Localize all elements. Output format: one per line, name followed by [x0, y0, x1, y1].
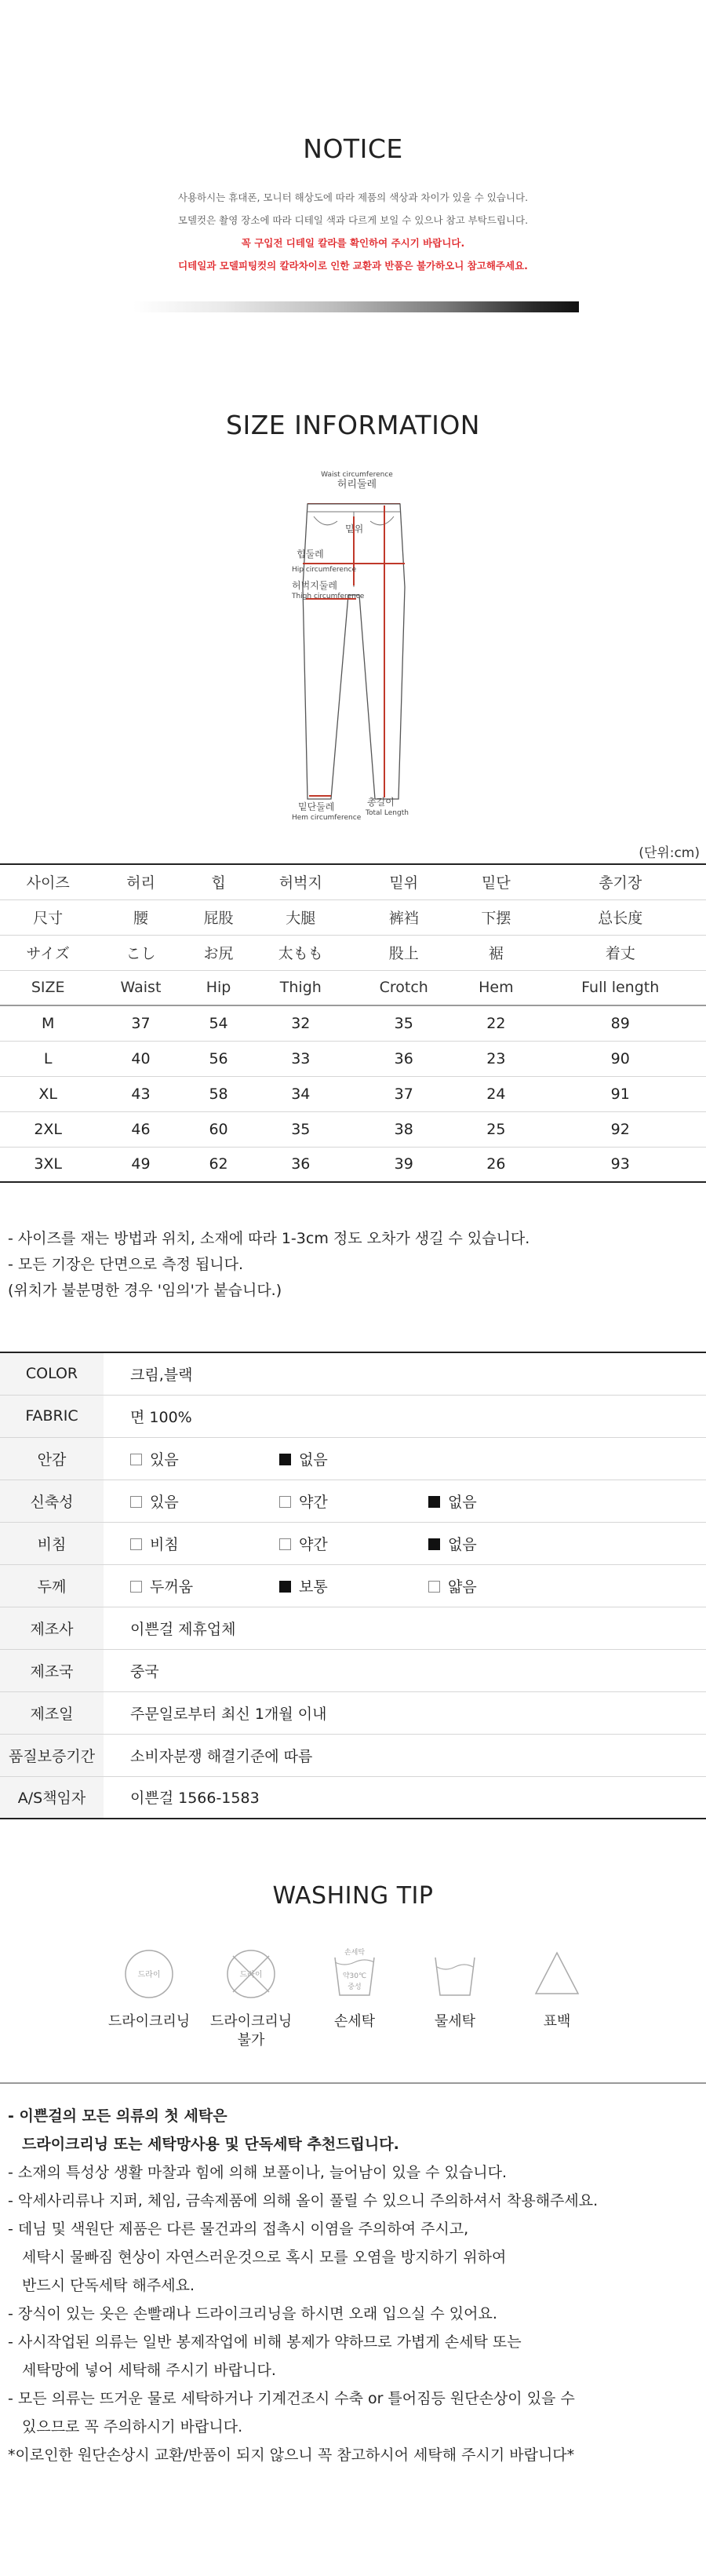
info-row-sheer [0, 1522, 706, 1564]
wash-label: 손세탁 [333, 2013, 376, 2030]
header-row-zh [0, 899, 706, 935]
wash-item-water-wash [408, 1947, 502, 2031]
unit-label: (단위:cm) [639, 845, 700, 861]
header-row-en [0, 970, 706, 1005]
table-cell: 25 [457, 1111, 534, 1147]
table-cell: 大腿 [251, 899, 350, 935]
hand-wash-icon [327, 1947, 382, 2001]
table-cell: サイズ [0, 935, 96, 970]
info-value: 이쁜걸 제휴업체 [104, 1607, 706, 1649]
table-cell: 91 [534, 1076, 706, 1111]
table-cell: 46 [96, 1111, 185, 1147]
info-value: 면 100% [104, 1395, 706, 1437]
info-label: FABRIC [0, 1395, 104, 1437]
bleach-icon [530, 1947, 584, 2001]
table-cell: 32 [251, 1005, 350, 1041]
info-options [104, 1522, 706, 1564]
option [130, 1533, 279, 1554]
table-cell: Hem [457, 970, 534, 1005]
table-cell: 89 [534, 1005, 706, 1041]
info-label: 품질보증기간 [0, 1734, 104, 1776]
info-row-fabric [0, 1395, 706, 1437]
tip-line: - 이쁜걸의 모든 의류의 첫 세탁은 [8, 2107, 227, 2125]
notice-section [0, 133, 706, 277]
notice-title: NOTICE [303, 133, 403, 164]
option-label: 약간 [299, 1535, 328, 1553]
info-options [104, 1564, 706, 1607]
product-info-table [0, 1352, 706, 1819]
table-cell: 裤裆 [350, 899, 457, 935]
table-cell: 49 [96, 1147, 185, 1182]
info-row-lining [0, 1437, 706, 1480]
table-row [0, 1041, 706, 1076]
option-label: 없음 [299, 1450, 328, 1469]
table-cell: 下摆 [457, 899, 534, 935]
total-ko-label: 총길이 [367, 797, 395, 808]
info-row-thickness [0, 1564, 706, 1607]
option-label: 두꺼움 [150, 1578, 194, 1596]
checkbox-empty [428, 1581, 440, 1593]
info-label: 비침 [0, 1522, 104, 1564]
table-cell: 26 [457, 1147, 534, 1182]
size-notes [8, 1226, 530, 1304]
table-cell: L [0, 1041, 96, 1076]
table-cell: SIZE [0, 970, 96, 1005]
hip-en-label: Hip circumference [292, 566, 357, 574]
info-label: 제조국 [0, 1649, 104, 1691]
table-cell: 腰 [96, 899, 185, 935]
hip-ko-label: 힙둘레 [297, 549, 324, 560]
option [279, 1491, 428, 1512]
tip-line: 반드시 단독세탁 해주세요. [22, 2277, 195, 2294]
info-options [104, 1437, 706, 1480]
washing-title: WASHING TIP [272, 1882, 434, 1910]
table-cell: 92 [534, 1111, 706, 1147]
table-cell: 37 [350, 1076, 457, 1111]
table-cell: 24 [457, 1076, 534, 1111]
notice-line-warning: 디테일과 모델피팅컷의 칼라차이로 인한 교환과 반품은 불가하오니 참고해주세요. [178, 260, 528, 272]
checkbox-empty [279, 1538, 291, 1550]
info-label: 두께 [0, 1564, 104, 1607]
option [428, 1491, 577, 1512]
info-row-stretch [0, 1480, 706, 1522]
table-cell: 37 [96, 1005, 185, 1041]
option-label: 비침 [150, 1535, 179, 1553]
table-cell: 2XL [0, 1111, 96, 1147]
notice-text [0, 186, 706, 277]
svg-text:중성: 중성 [348, 1983, 362, 1991]
tip-line: - 장식이 있는 옷은 손빨래나 드라이크리닝을 하시면 오래 입으실 수 있어요. [8, 2305, 497, 2322]
svg-text:약30℃: 약30℃ [342, 1972, 367, 1980]
option-label: 약간 [299, 1493, 328, 1511]
table-cell: 36 [350, 1041, 457, 1076]
thigh-ko-label: 허벅지둘레 [292, 580, 337, 591]
table-cell: 40 [96, 1041, 185, 1076]
notice-line-warning: 꼭 구입전 디테일 칼라를 확인하여 주시기 바랍니다. [241, 237, 465, 249]
info-value: 크림,블랙 [104, 1352, 706, 1395]
info-label: A/S책임자 [0, 1776, 104, 1819]
table-cell: 60 [186, 1111, 252, 1147]
table-cell: 35 [350, 1005, 457, 1041]
dry-clean-icon [122, 1947, 176, 2001]
option [130, 1491, 279, 1512]
table-cell: 着丈 [534, 935, 706, 970]
option-label: 보통 [299, 1578, 328, 1596]
info-row-warranty [0, 1734, 706, 1776]
checkbox-empty [130, 1581, 142, 1593]
option [428, 1533, 577, 1554]
option-label: 없음 [448, 1493, 477, 1511]
table-row [0, 1147, 706, 1182]
table-cell: 밑단 [457, 864, 534, 899]
table-cell: 밑위 [350, 864, 457, 899]
table-cell: 尺寸 [0, 899, 96, 935]
checkbox-empty [130, 1454, 142, 1465]
table-cell: 3XL [0, 1147, 96, 1182]
table-cell: 56 [186, 1041, 252, 1076]
info-row-country [0, 1649, 706, 1691]
size-table [0, 863, 706, 1183]
table-cell: 93 [534, 1147, 706, 1182]
table-cell: 43 [96, 1076, 185, 1111]
tip-line: - 소재의 특성상 생활 마찰과 힘에 의해 보풀이나, 늘어남이 있을 수 있습니다. [8, 2164, 507, 2181]
wash-label: 드라이크리닝 불가 [209, 2013, 293, 2049]
info-row-maker [0, 1607, 706, 1649]
info-row-as [0, 1776, 706, 1819]
svg-text:손세탁: 손세탁 [344, 1949, 366, 1957]
header-row-ko [0, 864, 706, 899]
option [279, 1533, 428, 1554]
table-cell: 54 [186, 1005, 252, 1041]
pants-measurement-diagram [290, 469, 424, 823]
svg-text:드라이: 드라이 [137, 1971, 161, 1979]
option-label: 없음 [448, 1535, 477, 1553]
checkbox-empty [130, 1496, 142, 1508]
checkbox-filled [428, 1496, 440, 1508]
checkbox-filled [279, 1454, 291, 1465]
wash-item-bleach [510, 1947, 604, 2031]
option [279, 1575, 428, 1596]
size-info-title: SIZE INFORMATION [226, 410, 480, 440]
info-label: 제조사 [0, 1607, 104, 1649]
option [130, 1448, 279, 1469]
table-cell: 58 [186, 1076, 252, 1111]
checkbox-empty [130, 1538, 142, 1550]
table-cell: 35 [251, 1111, 350, 1147]
table-cell: お尻 [186, 935, 252, 970]
table-row [0, 1005, 706, 1041]
table-cell: 屁股 [186, 899, 252, 935]
crotch-ko-label: 밑위 [345, 524, 364, 535]
option-label: 있음 [150, 1450, 179, 1469]
table-cell: 사이즈 [0, 864, 96, 899]
hem-ko-label: 밑단둘레 [298, 801, 335, 812]
wash-label: 드라이크리닝 [107, 2013, 191, 2030]
svg-text:드라이: 드라이 [239, 1971, 263, 1979]
size-note: (위치가 불분명한 경우 '임의'가 붙습니다.) [8, 1282, 282, 1299]
option [279, 1448, 428, 1469]
table-cell: 太もも [251, 935, 350, 970]
table-cell: 62 [186, 1147, 252, 1182]
tip-line: - 사시작업된 의류는 일반 봉제작업에 비해 봉제가 약하므로 가볍게 손세탁 또는 [8, 2333, 522, 2351]
washing-section [0, 1882, 706, 1910]
notice-line: 사용하시는 휴대폰, 모니터 해상도에 따라 제품의 색상과 차이가 있을 수 있습니다. [177, 192, 529, 203]
table-cell: 股上 [350, 935, 457, 970]
info-row-date [0, 1691, 706, 1734]
table-cell: 23 [457, 1041, 534, 1076]
table-cell: 힙 [186, 864, 252, 899]
info-label: 제조일 [0, 1691, 104, 1734]
tip-line: *이로인한 원단손상시 교환/반품이 되지 않으니 꼭 참고하시어 세탁해 주시기 바랍니다* [8, 2446, 575, 2464]
option [428, 1575, 577, 1596]
tip-line: - 데님 및 색원단 제품은 다른 물건과의 접촉시 이염을 주의하여 주시고, [8, 2220, 469, 2238]
hem-en-label: Hem circumference [292, 814, 362, 822]
table-cell: こし [96, 935, 185, 970]
header-row-ja [0, 935, 706, 970]
tip-line: 드라이크리닝 또는 세탁망사용 및 단독세탁 추천드립니다. [22, 2136, 399, 2153]
info-value: 주문일로부터 최신 1개월 이내 [104, 1691, 706, 1734]
table-cell: Thigh [251, 970, 350, 1005]
table-cell: 38 [350, 1111, 457, 1147]
waist-ko-label: 허리둘레 [337, 479, 377, 491]
water-wash-icon [428, 1947, 482, 2001]
table-cell: 허벅지 [251, 864, 350, 899]
thigh-en-label: Thigh circumference [292, 593, 365, 600]
table-cell: XL [0, 1076, 96, 1111]
waist-en-label: Waist circumference [321, 471, 393, 479]
table-cell: Waist [96, 970, 185, 1005]
table-cell: 34 [251, 1076, 350, 1111]
info-row-color [0, 1352, 706, 1395]
washing-tips [8, 2102, 698, 2469]
table-row [0, 1111, 706, 1147]
divider [0, 2082, 706, 2084]
table-cell: 裾 [457, 935, 534, 970]
checkbox-empty [279, 1496, 291, 1508]
info-value: 소비자분쟁 해결기준에 따름 [104, 1734, 706, 1776]
option-label: 있음 [150, 1493, 179, 1511]
tip-line: - 모든 의류는 뜨거운 물로 세탁하거나 기계건조시 수축 or 틀어짐등 원단손상이 있을 수 [8, 2390, 575, 2407]
table-cell: 총기장 [534, 864, 706, 899]
table-cell: M [0, 1005, 96, 1041]
table-cell: 39 [350, 1147, 457, 1182]
table-cell: 90 [534, 1041, 706, 1076]
tip-line: 세탁시 물빠짐 현상이 자연스러운것으로 혹시 모를 오염을 방지하기 위하여 [22, 2249, 507, 2266]
size-note: - 사이즈를 재는 방법과 위치, 소재에 따라 1-3cm 정도 오차가 생길 수 있습니다. [8, 1230, 530, 1247]
checkbox-filled [279, 1581, 291, 1593]
wash-label: 표백 [543, 2013, 571, 2030]
table-cell: 36 [251, 1147, 350, 1182]
washing-icons [102, 1947, 604, 2072]
wash-item-dry-clean [102, 1947, 196, 2031]
info-value: 중국 [104, 1649, 706, 1691]
tip-line: 있으므로 꼭 주의하시기 바랍니다. [22, 2418, 243, 2436]
table-cell: Full length [534, 970, 706, 1005]
table-row [0, 1076, 706, 1111]
no-dry-clean-icon [224, 1947, 278, 2001]
info-label: 안감 [0, 1437, 104, 1480]
tip-line: 세탁망에 넣어 세탁해 주시기 바랍니다. [22, 2362, 276, 2379]
info-label: COLOR [0, 1352, 104, 1395]
size-info-section [0, 410, 706, 440]
size-note: - 모든 기장은 단면으로 측정 됩니다. [8, 1256, 244, 1273]
table-cell: 总长度 [534, 899, 706, 935]
color-gradient-bar [133, 301, 579, 312]
option [130, 1575, 279, 1596]
table-cell: 22 [457, 1005, 534, 1041]
tip-line: - 악세사리류나 지퍼, 체임, 금속제품에 의해 올이 풀릴 수 있으니 주의하셔서 착용해주세요. [8, 2192, 599, 2209]
wash-item-no-dry-clean [204, 1947, 298, 2050]
table-cell: 33 [251, 1041, 350, 1076]
table-cell: 허리 [96, 864, 185, 899]
info-options [104, 1480, 706, 1522]
total-en-label: Total Length [366, 809, 409, 817]
info-value: 이쁜걸 1566-1583 [104, 1776, 706, 1819]
wash-item-hand-wash [308, 1947, 402, 2031]
info-label: 신축성 [0, 1480, 104, 1522]
table-cell: Hip [186, 970, 252, 1005]
wash-label: 물세탁 [434, 2013, 476, 2030]
option-label: 얇음 [448, 1578, 477, 1596]
checkbox-filled [428, 1538, 440, 1550]
table-cell: Crotch [350, 970, 457, 1005]
notice-line: 모델컷은 촬영 장소에 따라 디테일 색과 다르게 보일 수 있으나 참고 부탁드립니다. [177, 214, 529, 226]
